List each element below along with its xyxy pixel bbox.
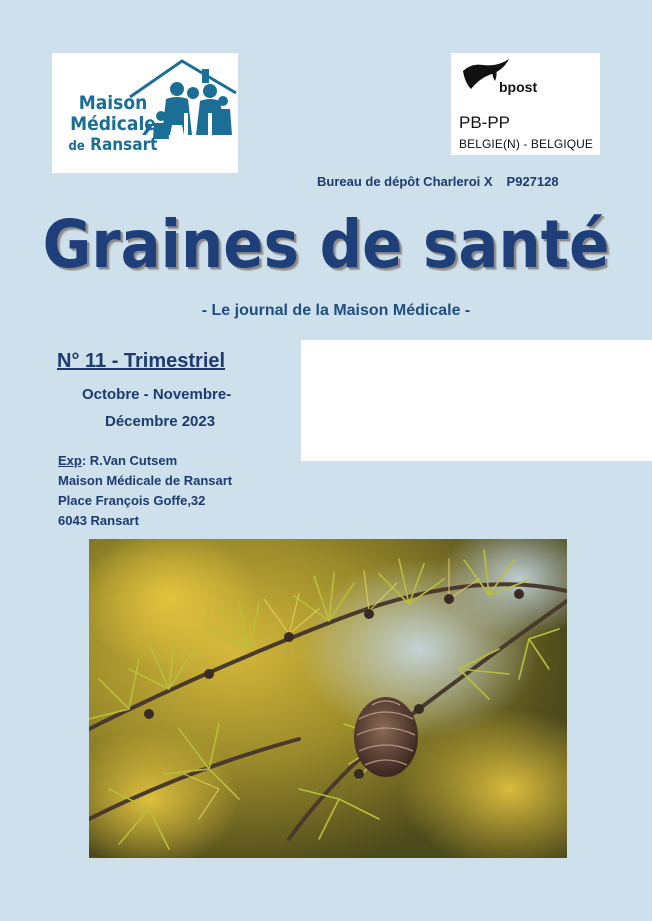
logo-line-3-prefix: de <box>68 139 85 154</box>
logo-line-2: Médicale <box>70 113 156 135</box>
sender-line-2: Maison Médicale de Ransart <box>58 473 233 488</box>
sender-exp-name: : R.Van Cutsem <box>81 453 178 468</box>
issue-months-line-2: Décembre 2023 <box>105 413 216 430</box>
larch-branch-image <box>89 539 567 858</box>
journal-subtitle: - Le journal de la Maison Médicale - <box>201 302 471 319</box>
journal-title: Graines de santé <box>42 206 610 283</box>
address-window <box>301 340 652 461</box>
bpost-name: bpost <box>499 79 538 95</box>
depot-line <box>317 174 559 189</box>
cover-photo <box>89 539 567 858</box>
logo-line-1: Maison <box>78 92 148 114</box>
sender-exp-label: Exp <box>58 453 82 468</box>
depot-office: Bureau de dépôt Charleroi X <box>317 174 493 189</box>
sender-line-4: 6043 Ransart <box>58 513 139 528</box>
issue-months-line-1: Octobre - Novembre- <box>82 386 232 403</box>
sender-line-3: Place François Goffe,32 <box>58 493 206 508</box>
postage-code: PB-PP <box>459 113 511 132</box>
sender-line-1 <box>58 451 232 471</box>
maison-medicale-logo <box>52 53 238 173</box>
postage-country: BELGIE(N) - BELGIQUE <box>459 137 594 151</box>
logo-line-3 <box>58 135 168 157</box>
logo-line-3-name: Ransart <box>90 135 158 155</box>
logo-text <box>58 93 168 157</box>
depot-number: P927128 <box>506 174 559 189</box>
issue-number: N° 11 - Trimestriel <box>57 350 226 372</box>
postage-block <box>451 53 600 155</box>
sender-address <box>58 451 232 531</box>
